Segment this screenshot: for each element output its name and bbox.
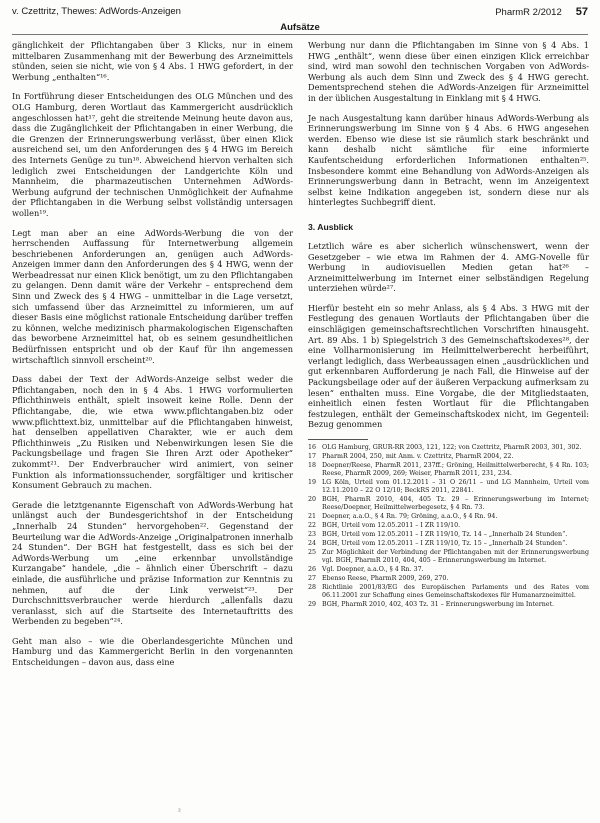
paragraph: Werbung nur dann die Pflichtangaben im Sinne von § 4 Abs. 1 HWG „enthält“, wenn diese über einen einzigen Klick erreichbar sind, wird man sowohl den technischen Vorgaben von AdWords-Werbung als auch dem Sinn und Zweck des § 4 HWG gerecht. Dementsprechend stehen die AdWords-Anzeigen für Arzneimittel in der üblichen Ausgestaltung in Einklang mit § 4 HWG. <box>308 40 589 103</box>
paragraph: Je nach Ausgestaltung kann darüber hinaus AdWords-Werbung als Erinnerungswerbung im Sinne von § 4 Abs. 6 HWG angesehen werden. Ebenso wie diese ist sie räumlich stark beschränkt und kann deshalb nicht sämtliche für eine informierte Kaufentscheidung erforderlichen Informationen enthalten²⁵. Insbesondere kommt eine Behandlung von AdWords-Anzeigen als Erinnerungswerbung dann in Betracht, wenn im Anzeigentext selbst keine Indikation angegeben ist, sondern diese nur als hinterlegtes Suchbegriff dient. <box>308 112 589 208</box>
footnote-number: 17 <box>308 453 317 460</box>
journal-citation: PharmR 2/2012 <box>495 7 562 18</box>
footnote-number: 27 <box>308 575 317 582</box>
paragraph: Geht man also – wie die Oberlandesgerichte München und Hamburg und das Kammergericht Berlin in den vorgenannten Entscheidungen – davon aus, dass eine <box>12 635 293 668</box>
footnote-text: Doepner, a.a.O., § 4 Rn. 79; Gröning, a.a.O., § 4 Rn. 94. <box>322 513 498 520</box>
page-mark: ² <box>178 808 181 816</box>
footnote <box>308 479 589 495</box>
running-head-section: Aufsätze <box>280 22 320 33</box>
footnote-number: 16 <box>308 444 317 451</box>
page-number: 57 <box>575 6 588 18</box>
footnote-number: 19 <box>308 479 317 486</box>
footnote-number: 26 <box>308 566 317 573</box>
paragraph: Hierfür besteht ein so mehr Anlass, als § 4 Abs. 3 HWG mit der Festlegung des genauen Wortlauts der Pflichtangaben über die einschlägigen gemeinschaftsrechtlichen Vorschriften hinausgeht. Art. 89 Abs. 1 b) Spiegelstrich 3 des Gemeinschaftskodexes²⁸, der eine Vollharmonisierung im Heilmittelwerberecht herbeiführt, verlangt lediglich, dass Werbeaussagen einen „ausdrücklichen und gut erkennbaren Aufforderung je nach Fall, die Hinweise auf der Packungsbeilage oder auf der äußeren Verpackung aufmerksam zu lesen“ enthalten muss. Eine Vorgabe, die der Mitgliedstaaten, einheitlich einen festen Wortlaut für die Pflichtangaben festzulegen, enthält der Gemeinschaftskodex nicht, im Gegenteil: Bezug genommen <box>308 302 589 430</box>
paragraph: Legt man aber an eine AdWords-Werbung die von der herrschenden Auffassung für Internetwerbung allgemein beschriebenen Anforderungen an, genügen auch AdWords-Anzeigen immer dann den Anforderungen des § 4 HWG, wenn der Werbeadressat nur einen Klick benötigt, um zu den Pflichtangaben zu gelangen. Denn damit wäre der Verkehr – entsprechend dem Sinn und Zweck des § 4 HWG – unmittelbar in die Lage versetzt, sich umfassend über das Arzneimittel zu informieren, um auf dieser Basis eine möglichst rationale Entscheidung darüber treffen zu können, welche medizinisch pharmakologischen Eigenschaften das beworbene Arzneimittel hat, ob es seinem gesundheitlichen Bedürfnissen entspricht und ob der Kauf für ihn angemessen wirtschaftlich sinnvoll erscheint²⁰. <box>12 227 293 365</box>
footnote-text: OLG Hamburg, GRUR-RR 2003, 121, 122; von Czettritz, PharmR 2003, 301, 302. <box>322 444 582 451</box>
footnote-text: BGH, PharmR 2010, 402, 403 Tz. 31 – Erinnerungswerbung im Internet. <box>322 601 555 608</box>
running-head-journal <box>495 6 588 18</box>
footnote-text: LG Köln, Urteil vom 01.12.2011 – 31 O 26/11 – und LG Mannheim, Urteil vom 12.11.2010 – 22 O 12/10; BeckRS 2011, 22841. <box>322 479 589 494</box>
left-column <box>12 40 293 677</box>
footnote <box>308 575 589 583</box>
running-head-authors: v. Czettritz, Thewes: AdWords-Anzeigen <box>12 6 181 17</box>
section-heading: 3. Ausblick <box>308 221 354 232</box>
footnote-number: 18 <box>308 462 317 469</box>
footnote-text: Ebenso Reese, PharmR 2009, 269, 270. <box>322 575 449 582</box>
footnote-number: 24 <box>308 540 317 547</box>
paragraph: Dass dabei der Text der AdWords-Anzeige selbst weder die Pflichtangaben, noch den in § 4 Abs. 1 HWG vorformulierten Pflichthinweis enthält, spielt insoweit keine Rolle. Denn der Pflichtangabe, die, wie etwa www.pflichtangaben.biz oder www.pflichttext.biz, unmittelbar auf die Pflichtangaben hinweist, hat denselben appellativen Charakter, wie er auch dem Pflichthinweis „Zu Risiken und Nebenwirkungen lesen Sie die Packungsbeilage und fragen Sie Ihren Arzt oder Apotheker“ zukommt²¹. Der Endverbraucher wird animiert, von seiner Funktion als informationssuchender, sorgfältiger und kritischer Konsument Gebrauch zu machen. <box>12 374 293 491</box>
page-header <box>12 4 588 35</box>
footnote-text: Richtlinie 2001/83/EG des Europäischen Parlaments und des Rates vom 06.11.2001 zur Schaffung eines Gemeinschaftskodexes für Humanarzneimittel. <box>322 584 589 599</box>
footnote-divider <box>308 439 368 440</box>
footnote-text: BGH, Urteil vom 12.05.2011 – I ZR 119/10, Tz. 14 – „Innerhalb 24 Stunden“. <box>322 531 568 538</box>
footnote-number: 22 <box>308 522 317 529</box>
footnote-number: 21 <box>308 513 317 520</box>
footnote <box>308 549 589 565</box>
footnote <box>308 453 589 461</box>
paragraph: Gerade die letztgenannte Eigenschaft von AdWords-Werbung hat unlängst auch der Bundesgerichtshof in der Entscheidung „Innerhalb 24 Stunden“ hervorgehoben²². Gegenstand der Beurteilung war die AdWords-Anzeige „Originalpatronen innerhalb 24 Stunden“. Der BGH hat festgestellt, dass es sich bei der AdWords-Werbung um „eine erkennbar unvollständige Kurzangabe“ handele, „die – ähnlich einer Überschrift – dazu einlade, die ausführliche und präzise Information zur Kenntnis zu nehmen, auf die der Link verweist“²³. Der Durchschnittsverbraucher werde hierdurch „allenfalls dazu veranlasst, sich auf die Startseite des Internetauftritts des Werbenden zu begeben“²⁴. <box>12 499 293 627</box>
paragraph: gänglichkeit der Pflichtangaben über 3 Klicks, nur in einem mittelbaren Zusammenhang mit der Bewerbung des Arzneimittels stünden, seien sie nicht, wie von § 4 Abs. 1 HWG gefordert, in der Werbung „enthalten“¹⁶. <box>12 40 293 82</box>
footnote <box>308 540 589 548</box>
footnote-number: 25 <box>308 549 317 556</box>
footnotes <box>308 444 589 609</box>
footnote-text: BGH, Urteil vom 12.05.2011 – I ZR 119/10, Tz. 15 – „Innerhalb 24 Stunden“. <box>322 540 568 547</box>
footnote-text: Doepner/Reese, PharmR 2011, 237ff.; Gröning, Heilmittelwerberecht, § 4 Rn. 103; Reese, PharmR 2009, 269; Weiser, PharmR 2011, 231, 234. <box>322 462 589 477</box>
footnote <box>308 566 589 574</box>
footnote-number: 29 <box>308 601 317 608</box>
footnote-text: BGH, PharmR 2010, 404, 405 Tz. 29 – Erinnerungswerbung im Internet; Reese/Doepner, Heilmittelwerbegesetz, § 4 Rn. 73. <box>322 496 589 511</box>
footnote <box>308 522 589 530</box>
footnote <box>308 601 589 609</box>
footnote-number: 20 <box>308 496 317 503</box>
footnote <box>308 496 589 512</box>
footnote <box>308 513 589 521</box>
footnote-text: PharmR 2004, 250, mit Anm. v. Czettritz, PharmR 2004, 22. <box>322 453 514 460</box>
footnote-number: 23 <box>308 531 317 538</box>
paragraph: Letztlich wäre es aber sicherlich wünschenswert, wenn der Gesetzgeber – wie etwa im Rahmen der 4. AMG-Novelle für Werbung in audiovisuellen Medien getan hat²⁶ – Arzneimittelwerbung im Internet einer selbständigen Regelung unterziehen würde²⁷. <box>308 240 589 294</box>
footnote-text: BGH, Urteil vom 12.05.2011 – I ZR 119/10. <box>322 522 461 529</box>
paragraph: In Fortführung dieser Entscheidungen des OLG München und des OLG Hamburg, deren Wortlaut das Kammergericht ausdrücklich angeschlossen hat¹⁷, geht die streitende Meinung heute davon aus, dass die Zugänglichkeit der Pflichtangaben in einer Werbung, die die Grenzen der Erinnerungswerbung verlässt, über einen Klick ausreichend sei, um den Anforderungen des § 4 HWG im Bereich des Internets Genüge zu tun¹⁸. Abweichend hiervon verhalten sich lediglich zwei Entscheidungen der Landgerichte Köln und Mannheim, die pharmazeutischen Unternehmen AdWords-Werbung aufgrund der technischen Unmöglichkeit der Aufnahme der Pflichtangaben in die Werbung selbst vollständig untersagen wollen¹⁹. <box>12 91 293 218</box>
footnote <box>308 462 589 478</box>
right-column <box>308 40 589 610</box>
footnote-text: Vgl. Doepner, a.a.O., § 4 Rn. 37. <box>322 566 424 573</box>
footnote-text: Zur Möglichkeit der Verbindung der Pflichtangaben mit der Erinnerungswerbung vgl. BGH, PharmR 2010, 404, 405 – Erinnerungswerbung im Internet. <box>322 549 589 564</box>
footnote <box>308 531 589 539</box>
footnote <box>308 584 589 600</box>
footnote-number: 28 <box>308 584 317 591</box>
footnote <box>308 444 589 452</box>
